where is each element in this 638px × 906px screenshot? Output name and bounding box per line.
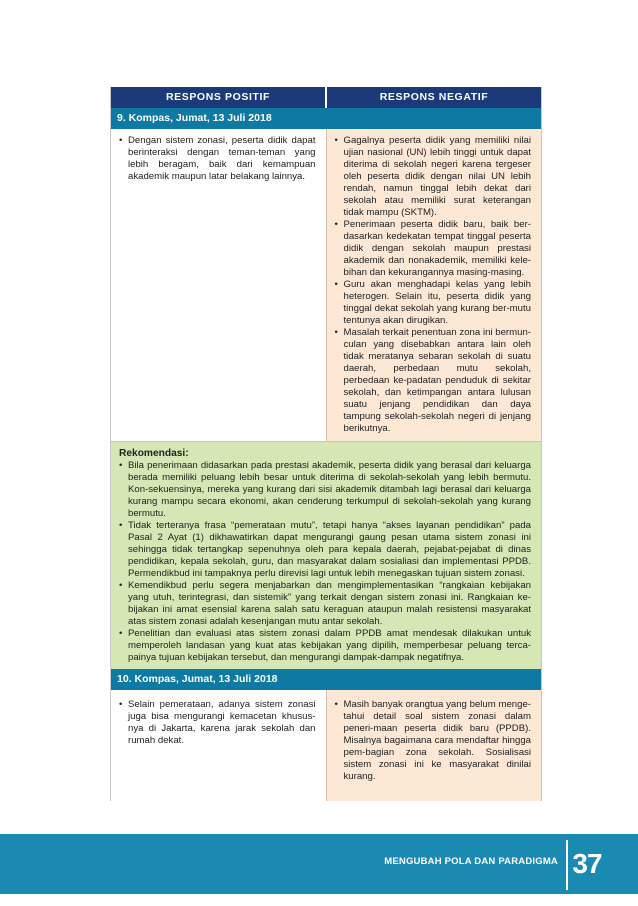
page-number-box bbox=[566, 840, 606, 890]
section-row-10 bbox=[111, 690, 541, 801]
header-negative: RESPONS NEGATIF bbox=[325, 87, 541, 108]
list-item: • Kemendikbud perlu segera menjabarkan dan mengimplementasikan “rangkaian kebijakan yang utuh, terintegrasi, dan sistemik” yang terkait dengan sistem zonasi ini. Rangkaian ke-bijakan ini amat esensial karena salah satu keraguan ataupun malah resistensi masyarakat atas sistem zonasi adalah kesenjangan mutu antar sekolah. bbox=[119, 580, 531, 627]
negative-cell bbox=[326, 129, 542, 441]
negative-cell bbox=[326, 690, 542, 801]
positive-cell bbox=[111, 129, 326, 441]
list-item: • Gagalnya peserta didik yang memiliki nilai ujian nasional (UN) lebih tinggi untuk dapat diterima di sekolah negeri karena tergeser oleh peserta didik dengan nilai UN lebih rendah, namun tinggal lebih dekat dari sekolah atau memiliki surat keterangan tidak mampu (SKTM). bbox=[334, 135, 531, 218]
list-item: • Tidak terteranya frasa “pemerataan mutu”, tetapi hanya “akses layanan pendidikan” pada Pasal 2 Ayat (1) dikhawatirkan dapat mengurangi gaung pesan utama sistem zonasi ini sehingga tidak tertangkap sepenuhnya oleh para kepala daerah, pejabat-pejabat di dinas pendidikan, kepala sekolah, guru, dan masyarakat dalam sosialiasi dan implementasi PPDB. Permendikbud ini tampaknya perlu direvisi lagi untuk lebih menegaskan tujuan sistem zonasi. bbox=[119, 520, 531, 579]
list-item: • Bila penerimaan didasarkan pada prestasi akademik, peserta didik yang berasal dari keluarga berada memiliki peluang lebih besar untuk diterima di sekolah-sekolah yang lebih bermutu. Kon-sekuensinya, mereka yang kurang dari sisi akademik ditambah lagi berasal dari keluarga kurang mampu secara ekonomi, akan cenderung terkumpul di sekolah-sekolah yang kurang bermutu. bbox=[119, 460, 531, 519]
recommendation-box bbox=[111, 441, 541, 669]
table-header bbox=[111, 87, 541, 108]
list-item: • Dengan sistem zonasi, peserta didik dapat berinteraksi dengan teman-teman yang lebih beragam, baik dari kemampuan akademik maupun latar belakang lainnya. bbox=[119, 135, 316, 182]
page-footer bbox=[0, 834, 638, 894]
footer-title: MENGUBAH POLA DAN PARADIGMA bbox=[384, 856, 558, 867]
response-table bbox=[110, 87, 542, 801]
section-row-9 bbox=[111, 129, 541, 441]
list-item: • Guru akan menghadapi kelas yang lebih heterogen. Selain itu, peserta didik yang tinggal dekat sekolah yang kurang ber-mutu tentunya akan dirugikan. bbox=[334, 279, 531, 326]
list-item: • Selain pemerataan, adanya sistem zonasi juga bisa mengurangi kemacetan khusus-nya di Jakarta, karena jarak sekolah dan rumah dekat. bbox=[119, 699, 316, 746]
section-title-10: 10. Kompas, Jumat, 13 Juli 2018 bbox=[111, 669, 541, 690]
header-positive: RESPONS POSITIF bbox=[165, 91, 271, 103]
recommendation-title: Rekomendasi: bbox=[119, 448, 189, 459]
list-item: • Masih banyak orangtua yang belum menge-tahui detail soal sistem zonasi dalam peneri-maan peserta didik baru (PPDB). Misalnya bagaimana cara mendaftar hingga pem-bagian zona sekolah. Sosialisasi sistem zonasi ini ke masyarakat dinilai kurang. bbox=[334, 699, 531, 782]
positive-cell bbox=[111, 690, 326, 801]
list-item: • Penelitian dan evaluasi atas sistem zonasi dalam PPDB amat mendesak dilakukan untuk memperoleh landasan yang kuat atas kebijakan yang dipilih, memperbesar peluang terca-painya tujuan kebijakan tersebut, dan mengurangi dampak-dampak negatifnya. bbox=[119, 628, 531, 663]
list-item: • Masalah terkait penentuan zona ini bermun-culan yang disebabkan antara lain oleh tidak meratanya sebaran sekolah di suatu daerah, perbedaan mutu sekolah, perbedaan ke-padatan penduduk di sekitar sekolah, dan ketimpangan antara lulusan suatu jenjang pendidikan dan daya tampung sekolah-sekolah negeri di jenjang berikutnya. bbox=[334, 327, 531, 434]
list-item: • Penerimaan peserta didik baru, baik ber-dasarkan kedekatan tempat tinggal peserta didik dengan sekolah maupun prestasi akademik dan nonakademik, memiliki kele-bihan dan kekurangannya masing-masing. bbox=[334, 219, 531, 278]
section-title-9: 9. Kompas, Jumat, 13 Juli 2018 bbox=[111, 108, 541, 129]
page-number: 37 bbox=[572, 848, 602, 879]
